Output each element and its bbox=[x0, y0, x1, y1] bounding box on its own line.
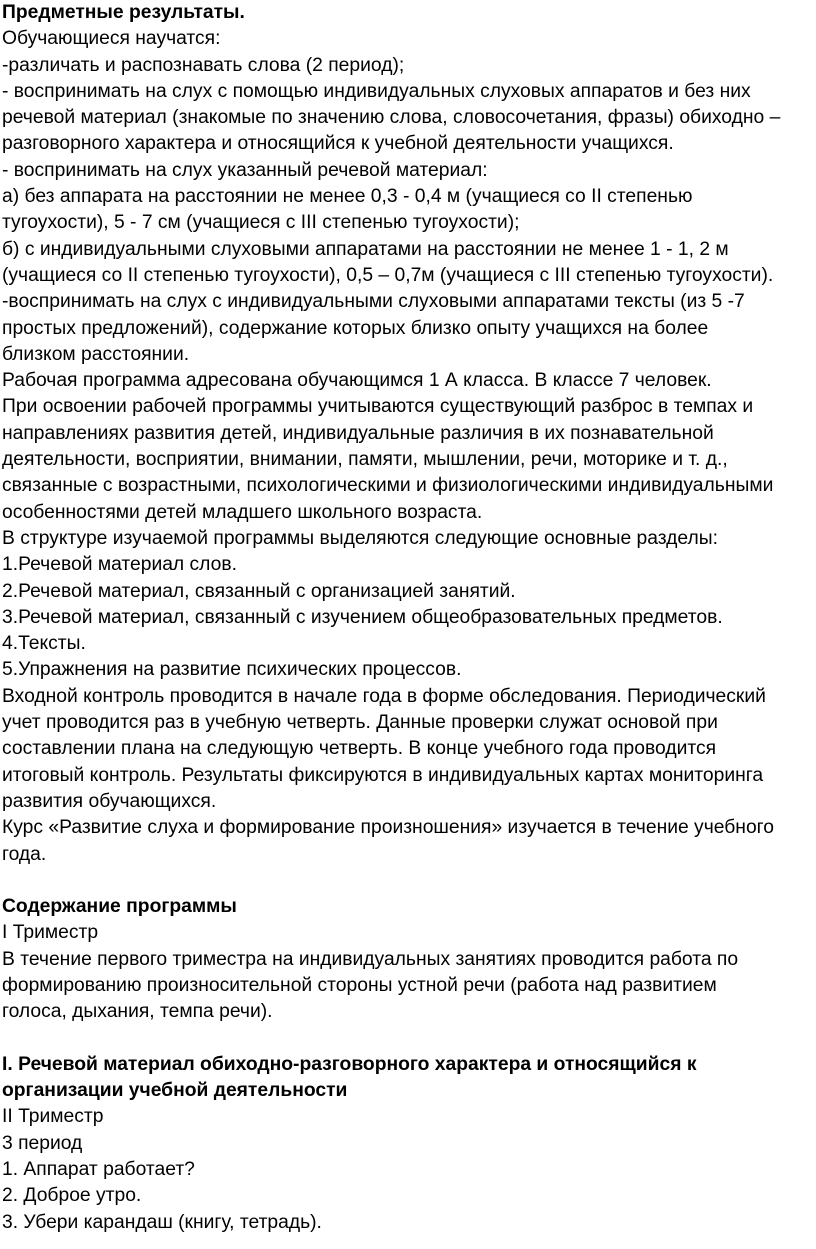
text-line: разговорного характера и относящийся к учебной деятельности учащихся. bbox=[2, 133, 674, 155]
text-line: При освоении рабочей программы учитываются существующий разброс в темпах и bbox=[2, 396, 754, 418]
text-line: Входной контроль проводится в начале года в форме обследования. Периодический bbox=[2, 685, 766, 707]
text-line: 3.Речевой материал, связанный с изучением общеобразовательных предметов. bbox=[2, 606, 723, 628]
blank-line bbox=[2, 868, 816, 894]
text-line: 2. Доброе утро. bbox=[2, 1185, 142, 1207]
text-line: В течение первого триместра на индивидуальных занятиях проводится работа по bbox=[2, 948, 739, 970]
text-line: голоса, дыхания, темпа речи). bbox=[2, 1001, 273, 1023]
text-line: тугоухости), 5 - 7 см (учащиеся с III степенью тугоухости); bbox=[2, 212, 520, 234]
text-line: 3. Убери карандаш (книгу, тетрадь). bbox=[2, 1211, 322, 1233]
heading-line: I. Речевой материал обиходно-разговорного характера и относящийся к bbox=[2, 1053, 697, 1075]
text-line: В структуре изучаемой программы выделяются следующие основные разделы: bbox=[2, 527, 718, 549]
text-line: (учащиеся со II степенью тугоухости), 0,5 – 0,7м (учащиеся с III степенью тугоухости). bbox=[2, 264, 774, 286]
text-line: особенностями детей младшего школьного возраста. bbox=[2, 501, 483, 523]
text-line: деятельности, восприятии, внимании, памяти, мышлении, речи, моторике и т. д., bbox=[2, 449, 728, 471]
text-line: Рабочая программа адресована обучающимся 1 А класса. В классе 7 человек. bbox=[2, 370, 712, 392]
text-line: связанные с возрастными, психологическими и физиологическими индивидуальными bbox=[2, 475, 774, 497]
text-line: 3 период bbox=[2, 1132, 83, 1154]
heading-line: Предметные результаты. bbox=[2, 2, 245, 23]
text-line: -воспринимать на слух с индивидуальными слуховыми аппаратами тексты (из 5 -7 bbox=[2, 291, 745, 313]
text-line: развития обучающихся. bbox=[2, 790, 217, 812]
text-line: 2.Речевой материал, связанный с организацией занятий. bbox=[2, 580, 516, 602]
text-line: II Триместр bbox=[2, 1106, 104, 1128]
text-line: 1. Аппарат работает? bbox=[2, 1159, 195, 1181]
text-line: итоговый контроль. Результаты фиксируются в индивидуальных картах мониторинга bbox=[2, 764, 764, 786]
text-line: простых предложений), содержание которых близко опыту учащихся на более bbox=[2, 317, 709, 339]
text-line: Курс «Развитие слуха и формирование произношения» изучается в течение учебного bbox=[2, 817, 775, 839]
text-line: б) с индивидуальными слуховыми аппаратами на расстоянии не менее 1 - 1, 2 м bbox=[2, 238, 729, 260]
blank-line bbox=[2, 1026, 816, 1052]
text-line: 4.Тексты. bbox=[2, 633, 86, 655]
text-line: 5.Упражнения на развитие психических процессов. bbox=[2, 659, 462, 681]
text-line: формированию произносительной стороны устной речи (работа над развитием bbox=[2, 974, 717, 996]
text-line: -различать и распознавать слова (2 период); bbox=[2, 54, 405, 76]
text-line: учет проводится раз в учебную четверть. Данные проверки служат основой при bbox=[2, 712, 718, 734]
text-line: I Триместр bbox=[2, 922, 99, 944]
text-line: а) без аппарата на расстоянии не менее 0,3 - 0,4 м (учащиеся со II степенью bbox=[2, 186, 693, 208]
text-line: Обучающиеся научатся: bbox=[2, 28, 221, 50]
text-line: - воспринимать на слух указанный речевой материал: bbox=[2, 159, 488, 181]
text-line: 1.Речевой материал слов. bbox=[2, 554, 237, 576]
heading-line: Содержание программы bbox=[2, 896, 237, 918]
text-line: составлении плана на следующую четверть. В конце учебного года проводится bbox=[2, 738, 717, 760]
text-line: речевой материал (знакомые по значению слова, словосочетания, фразы) обиходно – bbox=[2, 107, 781, 129]
text-line: года. bbox=[2, 843, 47, 865]
text-line: направлениях развития детей, индивидуальные различия в их познавательной bbox=[2, 422, 714, 444]
text-line: - воспринимать на слух с помощью индивидуальных слуховых аппаратов и без них bbox=[2, 80, 751, 102]
heading-line: организации учебной деятельности bbox=[2, 1080, 348, 1102]
text-line: близком расстоянии. bbox=[2, 343, 190, 365]
